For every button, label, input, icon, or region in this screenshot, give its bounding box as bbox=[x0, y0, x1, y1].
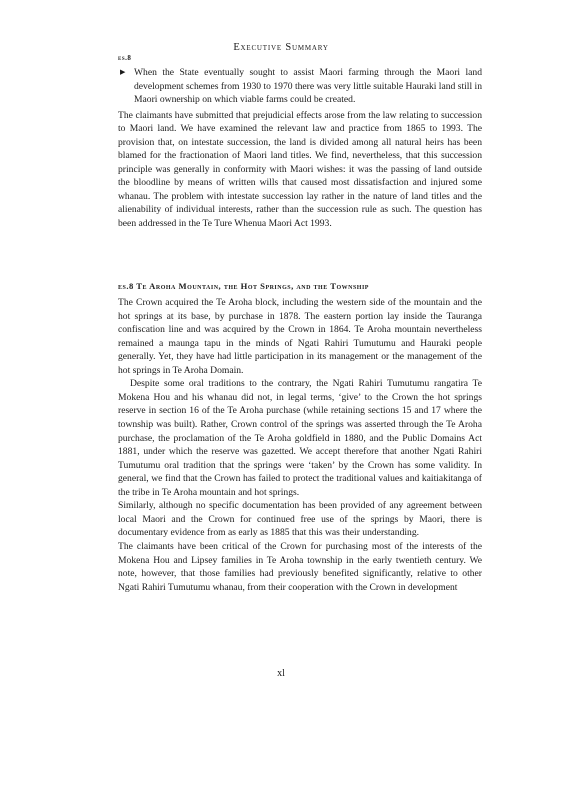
section-paragraph-2: Despite some oral traditions to the contrary, the Ngati Rahiri Tumutumu rangatira Te Mokena Hou and his whanau did not, in legal terms, ‘give’ to the Crown the hot springs reserve in section 16 of the Te Aroha purchase (while retaining sections 15 and 17 where the township was built). Rather, Crown control of the springs was asserted through the Te Aroha purchase, the proclamation of the Te Aroha goldfield in 1880, and the Public Domains Act 1881, under which the reserve was gazetted. We accept therefore that another Ngati Rahiri Tumutumu oral tradition that the springs were ‘taken’ by the Crown has some validity. In general, we find that the Crown has failed to protect the traditional values and kaitiakitanga of the tribe in Te Aroha mountain and hot springs. bbox=[118, 378, 482, 498]
section-heading: es.8 Te Aroha Mountain, the Hot Springs, and the Township bbox=[118, 280, 369, 291]
running-header-title: Executive Summary bbox=[233, 42, 329, 53]
triangle-bullet-icon: ▶ bbox=[120, 68, 126, 76]
paragraph-succession: The claimants have submitted that prejudicial effects arose from the law relating to succession to Maori land. We have examined the relevant law and practice from 1865 to 1993. The provision that, on intestate succession, the land is divided among all natural heirs has been blamed for the fractionation of Maori land titles. We find, nevertheless, that this succession principle was generally in conformity with Maori wishes: it was the passing of land outside the bloodline by means of written wills that caused most dissatisfaction and injured some whanau. The problem with intestate succession lay rather in the nature of land titles and the alienability of individual interests, rather than the succession rule as such. The question has been addressed in the Te Ture Whenua Maori Act 1993. bbox=[118, 109, 482, 230]
page-number: xl bbox=[277, 668, 285, 679]
page-body bbox=[118, 66, 482, 594]
bullet-item bbox=[118, 66, 482, 107]
bullet-text: When the State eventually sought to assist Maori farming through the Maori land development schemes from 1930 to 1970 there was very little suitable Hauraki land still in Maori ownership on which viable farms could be created. bbox=[134, 67, 482, 106]
section-paragraph-4: The claimants have been critical of the Crown for purchasing most of the interests of the Mokena Hou and Lipsey families in Te Aroha township in the early twentieth century. We note, however, that those families had previously benefited significantly, relative to other Ngati Rahiri Tumutumu whanau, from their cooperation with the Crown in development bbox=[118, 540, 482, 593]
running-header-section-ref: es.8 bbox=[118, 54, 132, 62]
section-paragraph-3: Similarly, although no specific documentation has been provided of any agreement between local Maori and the Crown for continued free use of the springs by Maori, there is documentary evidence from as early as 1885 that this was their understanding. bbox=[118, 500, 482, 539]
section-paragraph-1: The Crown acquired the Te Aroha block, including the western side of the mountain and the hot springs at its base, by purchase in 1878. The eastern portion lay inside the Tauranga confiscation line and was acquired by the Crown in 1864. Te Aroha mountain nevertheless remained a maunga tapu in the minds of Ngati Rahiri Tumutumu and Hauraki people generally. Yet, they have had little participation in its management or the management of the hot springs in Te Aroha Domain. bbox=[118, 297, 482, 376]
